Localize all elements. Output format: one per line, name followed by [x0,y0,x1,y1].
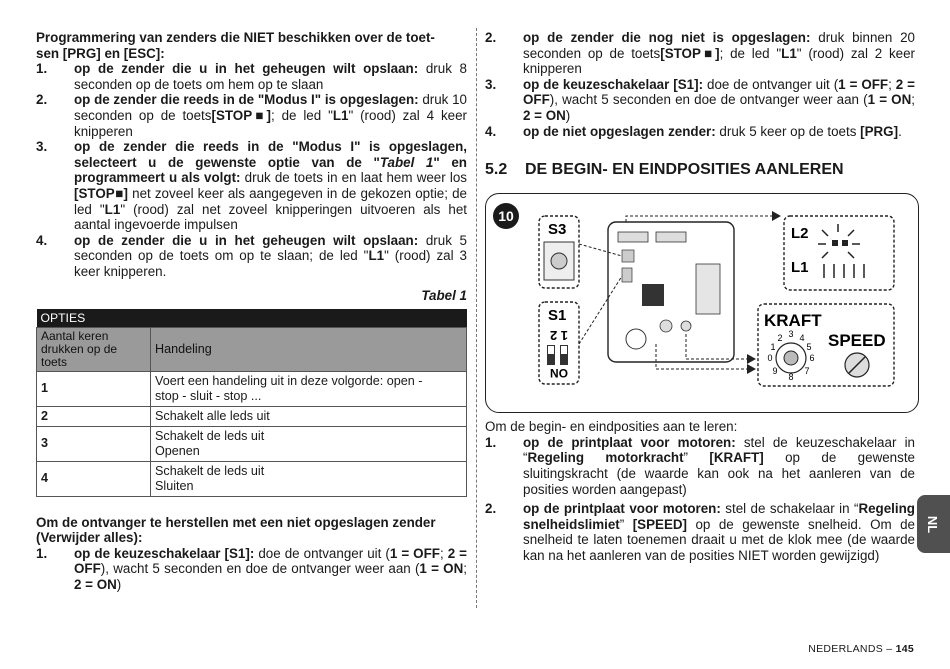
led-l1-dot [842,240,848,246]
step-text: ), wacht 5 seconden en doe de ontvanger weer aan ( [549,92,868,108]
row-action-line1: Voert een handeling uit in deze volgorde: open - [155,373,423,388]
right-bottom-step-2 [485,501,915,563]
right-column [485,30,915,564]
step-number: 3. [485,76,497,92]
left-step-2 [36,92,467,139]
step-text: druk 5 keer op de toets [715,123,861,139]
step-text: op de gewenste snelheid. Om de snelheid te laten toenemen draait u met de klok mee (de waarde kan na het aanleren van de posities NIET worden gewijzigd) [523,516,916,563]
led-label: L1 [104,201,121,217]
step-text: net zoveel keer als aangegeven in de gekozen optie; de led " [74,185,467,217]
step-bold: " en programmeert u als volgt: [74,154,467,186]
section-title: DE BEGIN- EN EINDPOSITIES AANLEREN [525,161,844,179]
row-action-line1: Schakelt de leds uit [155,428,265,443]
switch-state: 1 = ON [419,561,464,577]
board-chip [642,284,664,306]
row-action: Schakelt alle leds uit [151,406,467,426]
row-count: 2 [37,406,151,426]
switch-state: 2 = OFF [74,545,467,577]
step-text: stel de schakelaar in “ [720,501,859,517]
led-label: L1 [332,107,349,123]
figure-10 [485,193,919,413]
step-bold: op de keuzeschakelaar [S1]: [74,545,255,561]
step-text: druk 8 seconden op de toets om hem op te slaan [74,61,467,92]
language-tab-label: NL [925,515,941,534]
column-header-action: Handeling [151,327,467,371]
step-text: doe de ontvanger uit ( [254,545,390,561]
reset-step-1 [36,546,467,593]
step-text: " (rood) zal net zoveel knipperingen uitvoeren als het aantal ingevoerde impulsen [74,201,468,233]
s1-label: S1 [548,307,567,325]
board-s3-button [622,250,634,262]
page-number: 145 [895,643,914,655]
speed-key: [SPEED] [632,516,688,532]
step-text: ; [911,92,916,108]
switch-state: 2 = ON [523,107,566,123]
row-count: 1 [37,371,151,406]
switch-state: 1 = ON [867,92,912,108]
step-bold: op de zender die u in het geheugen wilt opslaan: [74,232,419,248]
column-header-count: Aantal keren drukken op de toets [37,327,151,371]
led-blink-icon [818,224,864,278]
blink-ray [822,230,828,236]
s1-on-label: ON [550,366,568,381]
dial-digit: 2 [777,333,783,344]
row-action [151,426,467,461]
dip-switch-2-lever [561,346,567,354]
heading-line-2: sen [PRG] en [ESC]: [36,45,165,61]
table-row [37,371,467,406]
switch-state: 1 = OFF [389,545,440,561]
switch-state: 2 = ON [74,576,117,592]
programming-heading [36,30,467,61]
figure-drawing [486,194,918,412]
step-number: 4. [485,123,497,139]
step-text: . [898,123,902,139]
led-arrow-icon [772,211,781,221]
kraft-dial-knob [784,351,798,365]
step-bold: op de zender die u in het geheugen wilt opslaan: [74,61,419,77]
dial-digit: 4 [799,333,805,344]
kraft-label: KRAFT [764,311,822,331]
step-text: ) [565,107,571,123]
step-text: ; de led " [271,107,333,123]
section-number: 5.2 [485,161,508,179]
left-step-3 [36,139,467,233]
stop-key: [STOP■] [660,45,720,61]
step-bold: Regeling motorkracht [527,450,684,466]
step-text: druk 5 seconden op de toets om op te slaan; de led " [74,232,467,264]
switch-state: 1 = OFF [838,76,889,92]
blink-ray [848,230,854,236]
board-kraft-dial [660,320,672,332]
board-connector-2 [656,232,686,242]
step-number: 2. [36,92,48,108]
figure-number: 10 [498,208,514,225]
row-action-line2: Sluiten [155,478,194,493]
led-l2-dot [832,240,838,246]
right-bottom-step-1 [485,435,915,497]
left-step-4 [36,233,467,280]
row-action [151,371,467,406]
step-text: ; de led " [719,45,782,61]
board-capacitor [626,329,646,349]
reset-heading: Om de ontvanger te herstellen met een niet opgeslagen zender (Verwijder alles): [36,514,436,546]
speed-label: SPEED [828,331,886,351]
table-row [37,426,467,461]
row-action-line1: Schakelt de leds uit [155,463,265,478]
prg-key: [PRG] [860,123,899,139]
step-text: ; [439,545,448,561]
stop-key: [STOP■] [74,185,129,201]
step-number: 1. [485,434,497,450]
step-bold: op de printplaat voor motoren: [523,434,736,450]
step-number: 1. [36,61,48,77]
step-number: 2. [485,501,497,517]
kraft-arrow-icon [747,364,756,374]
step-number: 3. [36,139,48,155]
table-row [37,406,467,426]
dial-digit: 7 [804,366,810,377]
step-text: stel de keuzeschakelaar in “ [523,434,915,466]
step-text: ) [116,576,122,592]
row-action-line2: stop - sluit - stop ... [155,388,262,403]
right-step-4 [485,124,915,140]
step-text: ), wacht 5 seconden en doe de ontvanger weer aan ( [100,561,420,577]
step-bold: op de niet opgeslagen zender: [523,123,716,139]
step-number: 1. [36,545,48,561]
dip-switch-1-lever [548,346,554,354]
page-footer [808,643,914,655]
row-count: 3 [37,426,151,461]
dial-digit: 0 [767,353,773,364]
row-action [151,461,467,496]
table-caption: Tabel 1 [421,287,467,303]
blink-ray [848,252,854,258]
dial-digit: 5 [806,342,812,353]
step-bold: Regeling snelheidslimiet [523,501,915,532]
section-heading [485,161,915,179]
step-text: " (rood) zal 3 keer knipperen. [74,248,468,279]
board-speed-dial [681,321,691,331]
step-text: op de gewenste sluitingskracht (de waarde kan ook na het aanleren van de posities worden aangepast) [523,450,915,497]
table-title: OPTIES [37,309,467,328]
step-text: ; [463,561,467,577]
footer-language: NEDERLANDS – [808,643,896,655]
board-s1-switch [622,268,632,282]
led-label: L1 [368,248,385,264]
switch-state: 2 = OFF [523,76,915,108]
table-reference: Tabel 1 [379,154,434,170]
s1-digits: 1 2 [549,328,569,344]
language-tab [917,495,950,553]
heading-line-1: Programmering van zenders die NIET beschikken over de toet- [36,30,435,45]
column-divider [476,28,477,608]
step-bold: op de keuzeschakelaar [S1]: [523,76,704,92]
board-connector [618,232,648,242]
dial-digit: 9 [772,366,778,377]
step-text: ; [888,76,896,92]
board-relays [696,264,720,314]
step-text: " (rood) zal 2 keer knipperen [523,45,915,77]
step-text: ” [683,450,710,466]
stop-key: [STOP■] [211,107,271,123]
dial-digit: 6 [809,353,815,364]
dial-digit: 1 [770,342,776,353]
blink-ray [822,252,828,258]
left-column [36,30,467,592]
step-number: 4. [36,232,48,248]
step-text: doe de ontvanger uit ( [703,76,839,92]
l2-label: L2 [791,225,809,243]
left-step-1 [36,61,467,92]
speed-arrow-icon [747,354,756,364]
row-action-line2: Openen [155,443,200,458]
led-label: L1 [781,45,797,61]
l1-label: L1 [791,259,809,277]
step-text: ” [619,516,633,532]
step-bold: op de zender die reeds in de "Modus I" is opgeslagen, selecteert u de gewenste optie van de " [74,139,467,170]
options-table [36,309,467,497]
intro-text: Om de begin- en eindposities aan te leren: [485,419,738,435]
kraft-key: [KRAFT] [709,450,764,466]
step-bold: op de zender die nog niet is opgeslagen: [523,30,811,45]
s3-button-knob [551,253,567,269]
led-leader [626,216,776,222]
dial-digit: 3 [788,329,794,340]
step-bold: op de zender die reeds in de "Modus I" is opgeslagen: [74,92,419,108]
dial-digit: 8 [788,372,794,383]
step-number: 2. [485,30,497,45]
step-text: " (rood) zal 4 keer knipperen [74,107,467,139]
table-row [37,461,467,496]
right-step-3 [485,77,915,124]
row-count: 4 [37,461,151,496]
right-step-2 [485,30,915,77]
step-text: druk 10 seconden op de toets [74,92,467,123]
step-bold: op de printplaat voor motoren: [523,501,721,517]
s3-label: S3 [548,221,567,239]
step-text: druk binnen 20 seconden op de toets [523,30,915,61]
step-text: druk de toets in en laat hem weer los [240,170,467,186]
